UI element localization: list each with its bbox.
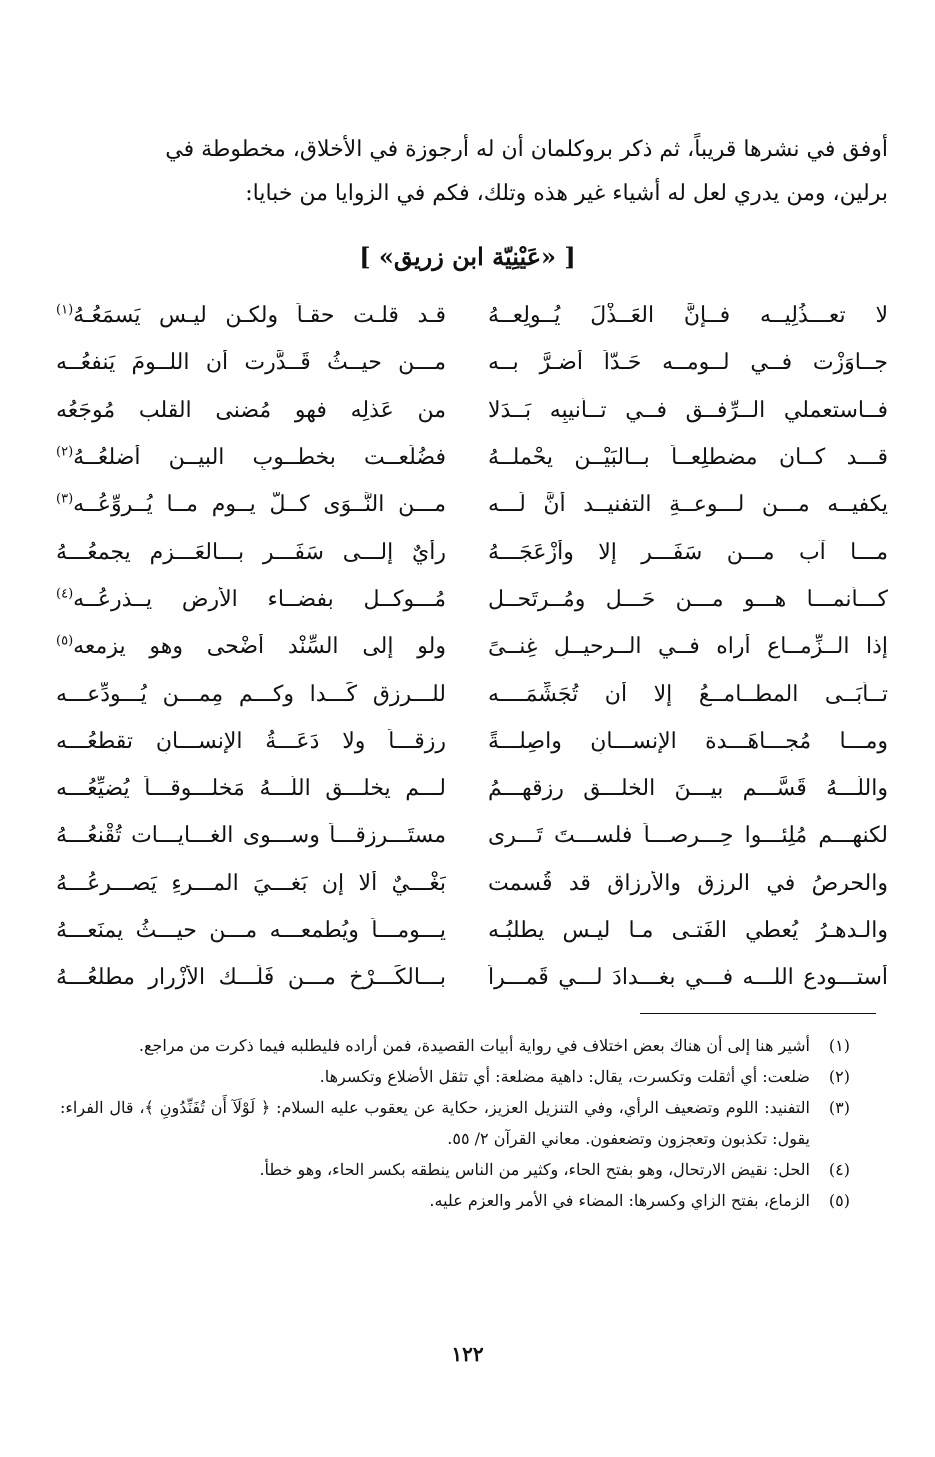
verse-row <box>56 812 888 859</box>
verse-second-hemistich <box>56 587 446 612</box>
footnote <box>60 1154 850 1185</box>
verse-second-text: فضُلِّعــت بخطــوبِ البيــن أضلعُــهُ <box>73 445 446 471</box>
footnotes <box>60 1030 850 1216</box>
intro-paragraph <box>58 128 888 216</box>
verse-row <box>56 481 888 528</box>
verse-first-hemistich: لكنهـــم مُلِئـــوا حِـــرصـــاً فلســـتَ تَـــرى <box>488 823 888 849</box>
verse-row <box>56 860 888 907</box>
intro-line-2: برلين، ومن يدري لعل له أشياء غير هذه وتلك، فكم في الزوايا من خبايا: <box>245 181 888 206</box>
verse-row <box>56 718 888 765</box>
verse-second-hemistich <box>56 729 446 754</box>
poem <box>56 292 888 1001</box>
footnote-reference: (٥) <box>56 634 74 649</box>
footnote-number: (٢) <box>828 1067 850 1086</box>
verse-row <box>56 576 888 623</box>
verse-first-hemistich: إذا الــزِّمــاع أراه فــي الــرحيــلِ غِنــىً <box>488 634 888 660</box>
verse-second-text: قـد قلـت حقـاً ولكـن ليـس يَسمَعُـهُ <box>73 303 446 329</box>
verse-first-hemistich: تــأبَــى المطــامــعُ إلا أن تُجَشِّمَــــه <box>488 681 888 707</box>
verse-first-hemistich: جــاوَزْت فــي لــومــه حَـدّاً أضـرَّ بــه <box>488 350 888 376</box>
verse-second-hemistich <box>56 445 446 470</box>
verse-second-hemistich <box>56 776 446 801</box>
verse-second-text: ولو إلى السِّنْد أضْحى وهو يزمعه <box>73 634 446 660</box>
verse-row <box>56 623 888 670</box>
verse-second-text: مُـــوكــل بفضــاء الأرضِ يــذرعُــه <box>73 586 446 612</box>
verse-second-text: للـــرزقِ كَـــدا وكـــم مِمـــن يُـــودِّعـــه <box>56 681 446 707</box>
verse-row <box>56 954 888 1001</box>
verse-first-hemistich: والـدهـرُ يُعطي الفَتـى مـا ليـس يطلبُـه <box>488 918 888 943</box>
verse-second-text: مـــن النَّــوَى كــلَّ يــوم مــا يُــروِّعُــه <box>73 492 446 518</box>
verse-row <box>56 339 888 386</box>
footnote-text: الزماع، بفتح الزاي وكسرها: المضاء في الأمر والعزم عليه. <box>429 1191 810 1210</box>
verse-first-hemistich: مـــا آب مـــن سَفَـــر إلا وأزْعَجَـــهُ <box>488 539 888 565</box>
footnote <box>60 1061 850 1092</box>
verse-first-hemistich: فــاستعملي الــرِّفــق فــي تــأنيبِه بَــدَلا <box>488 397 888 423</box>
footnote-divider <box>640 1013 876 1014</box>
verse-second-hemistich <box>56 634 446 659</box>
verse-first-hemistich: واللّـــهُ قَسَّـــم بيـــنَ الخلـــقِ رزقهـــمُ <box>488 776 888 802</box>
verse-first-hemistich: أستـــودع اللـــه فـــي بغـــدادَ لـــي قَمـــراً <box>488 965 888 991</box>
verse-second-hemistich <box>56 682 446 707</box>
footnote-text: أشير هنا إلى أن هناك بعض اختلاف في رواية أبيات القصيدة، فمن أراده فليطلبه فيما ذكرت من مراجع. <box>138 1036 810 1055</box>
verse-row <box>56 670 888 717</box>
footnote-text: ضلعت: أي أثقلت وتكسرت، يقال: داهية مضلعة: أي تثقل الأضلاع وتكسرها. <box>319 1067 810 1086</box>
verse-second-text: لـــم يخلـــق اللّـــهُ مَخلـــوقـــاً يُضيِّعُـــه <box>56 776 446 802</box>
verse-second-hemistich <box>56 398 446 423</box>
verse-second-hemistich <box>56 350 446 375</box>
verse-second-hemistich <box>56 918 446 943</box>
footnote <box>60 1030 850 1061</box>
verse-first-hemistich: كـــأنمـــا هـــو مـــن حَـــل ومُــرتَحــل <box>488 586 888 612</box>
verse-first-hemistich: يكفيــه مـــن لـــوعــةِ التفنيــد أنَّ لَـــه <box>488 492 888 518</box>
footnote-reference: (٣) <box>56 492 74 507</box>
verse-second-text: مستَـــرزِقـــاً وســـوى الغـــايـــات تُقْنعُـــهُ <box>56 823 446 849</box>
verse-row <box>56 907 888 954</box>
verse-first-hemistich: قـــد كــان مضطلِعــاً بــالبَيْــن يحْملــهُ <box>488 445 888 471</box>
footnote <box>60 1185 850 1216</box>
intro-line-1: أوفق في نشرها قريباً، ثم ذكر بروكلمان أن له أرجوزة في الأخلاق، مخطوطة في <box>165 137 888 162</box>
verse-row <box>56 292 888 339</box>
page-number: ١٢٢ <box>451 1342 484 1366</box>
footnote <box>60 1092 850 1154</box>
footnote-number: (٥) <box>828 1191 850 1210</box>
verse-second-hemistich <box>56 823 446 848</box>
verse-first-hemistich: والحرصُ في الرزقِ والأرزاق قد قُسمت <box>488 870 888 896</box>
verse-second-hemistich <box>56 492 446 517</box>
verse-second-text: مـــن حيــثُ قَــدَّرت أن اللــومَ يَنفعُــه <box>56 350 446 376</box>
verse-row <box>56 528 888 575</box>
verse-row <box>56 387 888 434</box>
footnote-reference: (١) <box>56 303 74 318</box>
verse-second-hemistich <box>56 871 446 896</box>
verse-first-hemistich: ومـــا مُجـــاهَـــدة الإنســـانِ واصِلـــةً <box>488 728 888 754</box>
verse-row <box>56 434 888 481</box>
verse-second-text: يـــومـــاً ويُطمعـــه مـــن حيـــثُ يمنَعـــهُ <box>56 918 446 943</box>
footnote-number: (١) <box>828 1036 850 1055</box>
footnote-number: (٣) <box>828 1098 850 1117</box>
verse-second-text: من عَذلِه فهو مُضنى القلب مُوجَعُه <box>56 397 446 423</box>
verse-second-hemistich <box>56 303 446 328</box>
verse-second-text: بـــالكَـــرْخ مـــن فَلَـــك الأزْرارِ مطلعُـــهُ <box>56 965 446 991</box>
footnote-reference: (٤) <box>56 586 74 602</box>
footnote-reference: (٢) <box>56 445 74 460</box>
footnote-text: التفنيد: اللوم وتضعيف الرأي، وفي التنزيل العزيز، حكاية عن يعقوب عليه السلام: ﴿ لَوْلَآ أَن تُفَنِّدُونِ ﴾، قال الفراء: يقول: تكذبون وتعجزون وتضعفون. معاني القرآن ٢/ ٥٥. <box>60 1098 810 1148</box>
verse-second-text: رأيٌ إلـــى سَفَـــر بـــالعَـــزم يجمعُـــهُ <box>56 539 446 565</box>
section-title: [ «عَيْنِيّة ابن زريق» ] <box>359 242 576 271</box>
verse-row <box>56 765 888 812</box>
verse-first-hemistich: لا تعـــذُلِيــه فــإنَّ العَــذْلَ يُــولِعــهُ <box>488 303 888 329</box>
footnote-number: (٤) <box>828 1160 850 1179</box>
verse-second-hemistich <box>56 965 446 990</box>
footnote-text: الحل: نقيض الارتحال، وهو بفتح الحاء، وكثير من الناس ينطقه بكسر الحاء، وهو خطأ. <box>259 1160 810 1179</box>
verse-second-text: بَغْـــيٌ ألا إن بَغـــيَ المـــرءِ يَصـــرعُـــهُ <box>56 870 446 896</box>
verse-second-text: رِزقـــاً ولا دَعَـــةُ الإنســـانِ تقطعُـــه <box>56 728 446 754</box>
verse-second-hemistich <box>56 540 446 565</box>
